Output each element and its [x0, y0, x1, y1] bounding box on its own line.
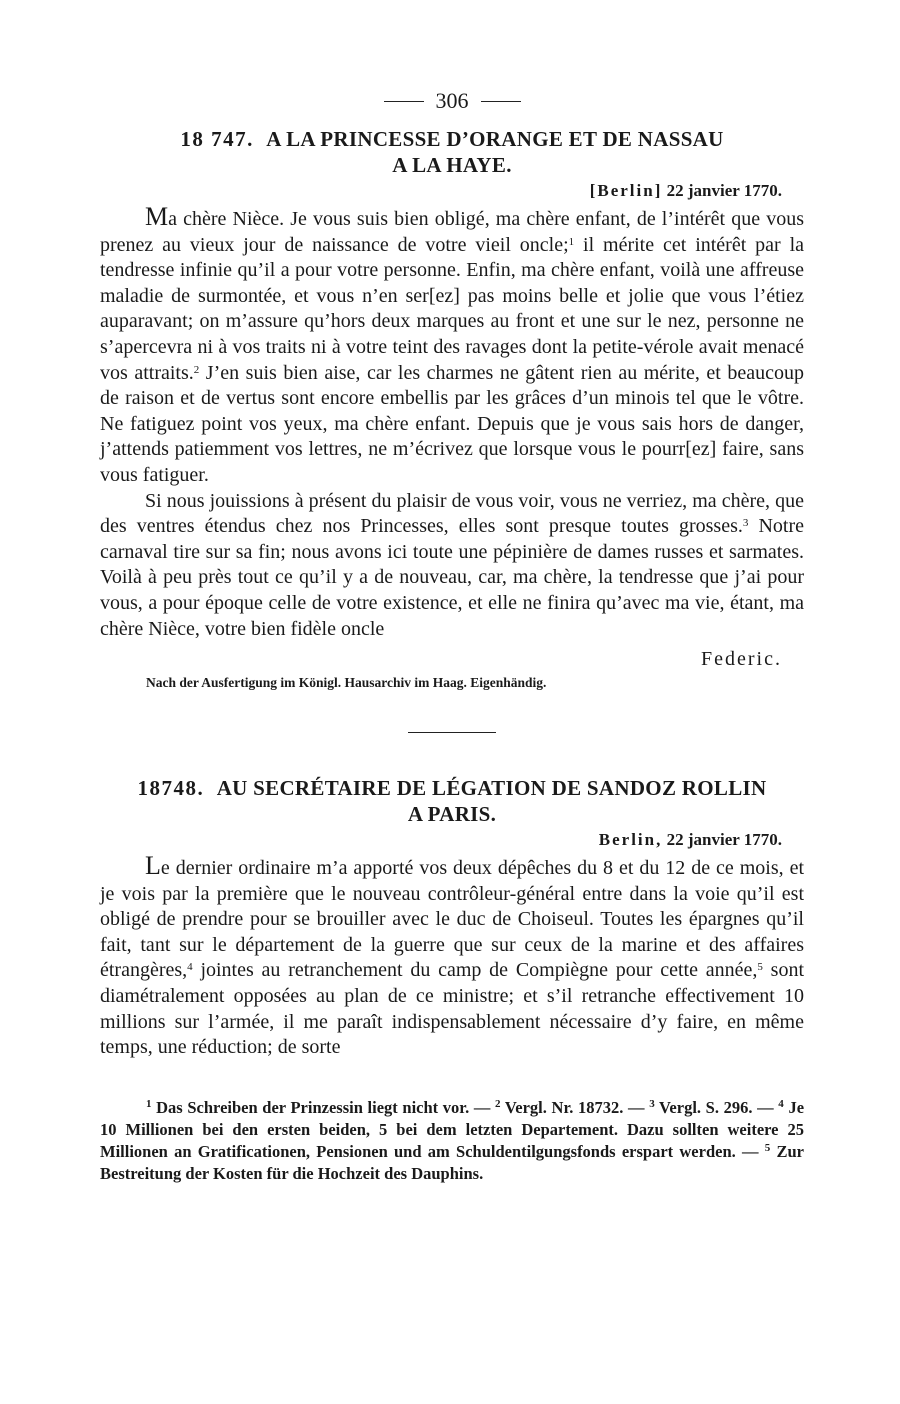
paragraph-text: Le dernier ordinaire m’a apporté vos deux dépêches du 8 et du 12 de ce mois, et je vois par la première que le nouveau contrôleur-général entre dans la voie qu’il est obligé de prendre pour se brouiller avec le duc de Choiseul. Toutes les épargnes qu’il fait, tant sur le département de la guerre que sur ceux de la marine et des affaires étrangères, [100, 851, 804, 982]
footnote-3: Vergl. S. 296. — [654, 1097, 779, 1117]
date-place: Berlin, [598, 830, 663, 850]
footnote-mark-1: 1 [146, 1097, 152, 1110]
letter-title-line2: A PARIS. [407, 802, 497, 827]
paragraph-text: il mérite cet intérêt par la tendresse infinie qu’il a pour votre personne. Enfin, ma chère enfant, voilà une affreuse maladie de surmontée, et vous n’en ser[ez] pas moins belle et jolie que vous l’étiez auparavant; on m’assure qu’hors deux marques au front et une sur le nez, personne ne s’apercevra ni à vos traits ni à votre teint des ravages dont la petite-vérole avait menacé vos attraits. [100, 233, 805, 384]
footnotes [100, 1097, 804, 1185]
letter-title-line2: A LA HAYE. [392, 153, 512, 177]
source-note: Nach der Ausfertigung im Königl. Hausarchiv im Haag. Eigenhändig. [146, 675, 547, 691]
paragraph-text: sont diamétralement opposées au plan de ce ministre; et s’il retranche effectivement 10 millions sur l’armée, il me paraît indispensablement nécessaire d’y faire, en même temps, une réduction; de sorte [100, 959, 805, 1059]
footnote-ref-5: 5 [757, 961, 763, 974]
footnote-ref-2: 2 [193, 363, 200, 376]
footnote-ref-3: 3 [742, 517, 749, 530]
page-header [100, 86, 804, 116]
footnote-1: Das Schreiben der Prinzessin liegt nicht vor. — [151, 1097, 496, 1117]
letter-title-line1: A LA PRINCESSE D’ORANGE ET DE NASSAU [266, 127, 724, 151]
footnote-ref-4: 4 [187, 961, 193, 974]
footnote-mark-4: 4 [778, 1097, 784, 1110]
date-place: [Berlin] [589, 181, 663, 200]
letter-paragraph [100, 489, 804, 643]
letter-heading [100, 126, 804, 178]
letter-dateline [100, 829, 782, 851]
letter-18747 [100, 126, 804, 692]
paragraph-text: Si nous jouissions à présent du plaisir de vous voir, vous ne verriez, ma chère, que des ventres étendus chez nos Princesses, elles sont presque toutes grosses. [100, 489, 804, 538]
date-text: 22 janvier 1770. [666, 830, 782, 850]
date-text: 22 janvier 1770. [666, 181, 782, 200]
header-dash-right [481, 101, 521, 102]
footnote-mark-5: 5 [764, 1141, 771, 1154]
letter-heading [100, 775, 804, 827]
page-number: 306 [435, 88, 469, 113]
footnote-ref-1: 1 [568, 235, 575, 248]
letter-paragraph [100, 204, 804, 489]
letter-dateline [100, 180, 782, 202]
letter-18748 [100, 775, 804, 1061]
footnote-mark-3: 3 [649, 1097, 655, 1110]
footnote-mark-2: 2 [495, 1097, 501, 1110]
section-divider [408, 732, 496, 733]
document-page [100, 86, 804, 1185]
footnote-4: Je 10 Millionen bei den ersten beiden, 5 bei dem letzten Departement. Dazu sollten weitere 25 Millionen an Gratificationen, Pensionen und am Schuldentilgungsfonds erspart werden. — [100, 1097, 805, 1161]
letter-paragraph [100, 853, 804, 1061]
footnote-5: Zur Bestreitung der Kosten für die Hochzeit des Dauphins. [100, 1141, 804, 1183]
paragraph-text: Notre carnaval tire sur sa fin; nous avons ici toute une pépinière de dames russes et sarmates. Voilà à peu près tout ce qu’il y a de nouveau, car, ma chère, la tendresse que j’ai pour vous, a pour époque celle de votre existence, et elle ne finira qu’avec ma vie, étant, ma chère Nièce, votre bien fidèle oncle [100, 515, 804, 640]
paragraph-text: jointes au retranchement du camp de Compiègne pour cette année, [192, 959, 758, 982]
paragraph-text: J’en suis bien aise, car les charmes ne gâtent rien au mérite, et beaucoup de raison et de vertus sont encore embellis par les grâces d’un minois tel que le vôtre. Ne fatiguez point vos yeux, ma chère enfant. Depuis que je vous sais hors de danger, j’attends patiemment vos lettres, ne m’écrivez que lorsque vous le pourr[ez] faire, sans vous fatiguer. [100, 361, 804, 486]
letter-title-line1: AU SECRÉTAIRE DE LÉGATION DE SANDOZ ROLLIN [216, 776, 767, 801]
header-dash-left [384, 101, 424, 102]
letter-number: 18748. [137, 776, 205, 801]
footnote-2: Vergl. Nr. 18732. — [500, 1097, 650, 1117]
paragraph-text: Ma chère Nièce. Je vous suis bien obligé, ma chère enfant, de l’intérêt que vous prenez au vieux jour de naissance de votre vieil oncle; [100, 202, 804, 256]
signature: Federic. [701, 648, 782, 671]
letter-number: 18 747. [180, 127, 254, 151]
